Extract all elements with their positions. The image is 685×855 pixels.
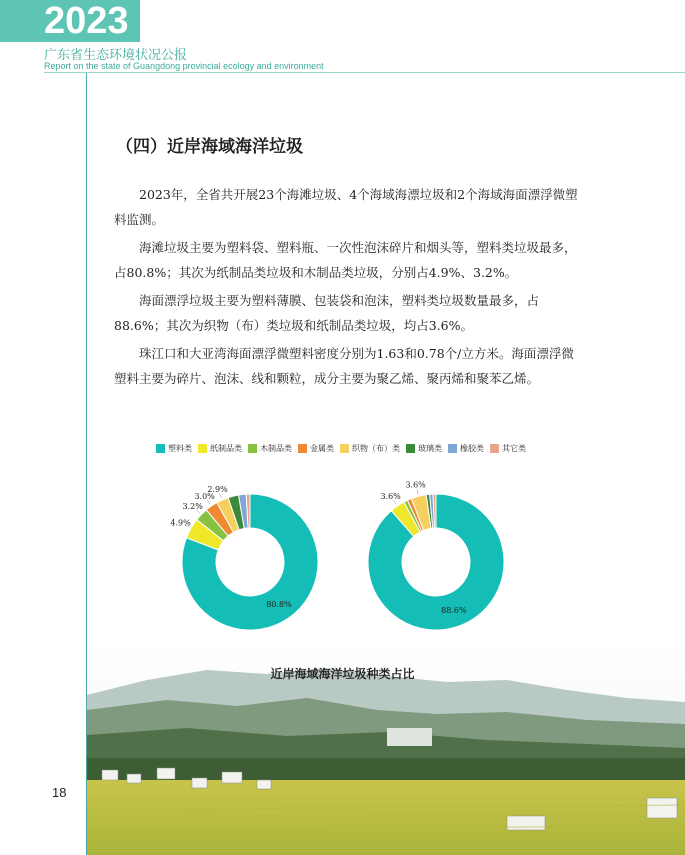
report-title-chinese: 广东省生态环境状况公报 xyxy=(44,48,188,63)
legend-swatch xyxy=(298,444,307,453)
legend-item xyxy=(198,443,242,454)
paragraph-floating-litter: 海面漂浮垃圾主要为塑料薄膜、包装袋和泡沫，塑料类垃圾数量最多，占88.6%；其次为织物（布）类垃圾和纸制品类垃圾，均占3.6%。 xyxy=(114,293,540,333)
legend-swatch xyxy=(198,444,207,453)
legend-label: 木制品类 xyxy=(260,443,292,453)
header-divider xyxy=(44,72,685,73)
legend-item xyxy=(248,443,292,454)
slice-label: 3.0% xyxy=(194,492,215,502)
legend-swatch xyxy=(248,444,257,453)
chart-legend xyxy=(156,441,532,455)
legend-swatch xyxy=(406,444,415,453)
chart-title: 近岸海域海洋垃圾种类占比 xyxy=(270,667,415,681)
legend-label: 塑料类 xyxy=(168,443,192,453)
report-year: 2023 xyxy=(0,0,140,42)
page-number: 18 xyxy=(52,785,67,800)
slice-label: 3.6% xyxy=(405,480,426,490)
legend-item xyxy=(340,443,400,454)
legend-swatch xyxy=(490,444,499,453)
legend-label: 金属类 xyxy=(310,443,334,453)
slice-leader-line xyxy=(220,493,222,498)
legend-label: 其它类 xyxy=(502,443,526,453)
slice-label: 2.9% xyxy=(207,484,228,494)
legend-swatch xyxy=(156,444,165,453)
section-heading: （四）近岸海域海洋垃圾 xyxy=(116,137,303,157)
legend-item xyxy=(298,443,334,454)
slice-label: 3.6% xyxy=(380,492,401,502)
slice-leader-line xyxy=(417,489,418,494)
legend-label: 橡胶类 xyxy=(460,443,484,453)
slice-label: 3.2% xyxy=(182,502,203,512)
donut-charts xyxy=(150,462,550,662)
slice-label: 88.6% xyxy=(441,605,467,615)
report-title-english: Report on the state of Guangdong provincial ecology and environment xyxy=(44,61,324,71)
paragraph-microplastics: 珠江口和大亚湾海面漂浮微塑料密度分别为1.63和0.78个/立方米。海面漂浮微塑料主要为碎片、泡沫、线和颗粒，成分主要为聚乙烯、聚丙烯和聚苯乙烯。 xyxy=(114,346,574,386)
legend-label: 纸制品类 xyxy=(210,443,242,453)
paragraph-beach-litter: 海滩垃圾主要为塑料袋、塑料瓶、一次性泡沫碎片和烟头等，塑料类垃圾最多，占80.8%；其次为纸制品类垃圾和木制品类垃圾，分别占4.9%、3.2%。 xyxy=(114,240,577,280)
legend-swatch xyxy=(448,444,457,453)
body-text xyxy=(114,183,584,395)
slice-label: 80.8% xyxy=(266,600,292,610)
legend-label: 织物（布）类 xyxy=(352,443,400,453)
legend-item xyxy=(448,443,484,454)
legend-swatch xyxy=(340,444,349,453)
slice-label: 4.9% xyxy=(170,518,191,528)
legend-label: 玻璃类 xyxy=(418,443,442,453)
legend-item xyxy=(406,443,442,454)
legend-item xyxy=(490,443,526,454)
paragraph-monitoring: 2023年，全省共开展23个海滩垃圾、4个海域海漂垃圾和2个海域海面漂浮微塑料监测。 xyxy=(114,187,578,227)
legend-item xyxy=(156,443,192,454)
